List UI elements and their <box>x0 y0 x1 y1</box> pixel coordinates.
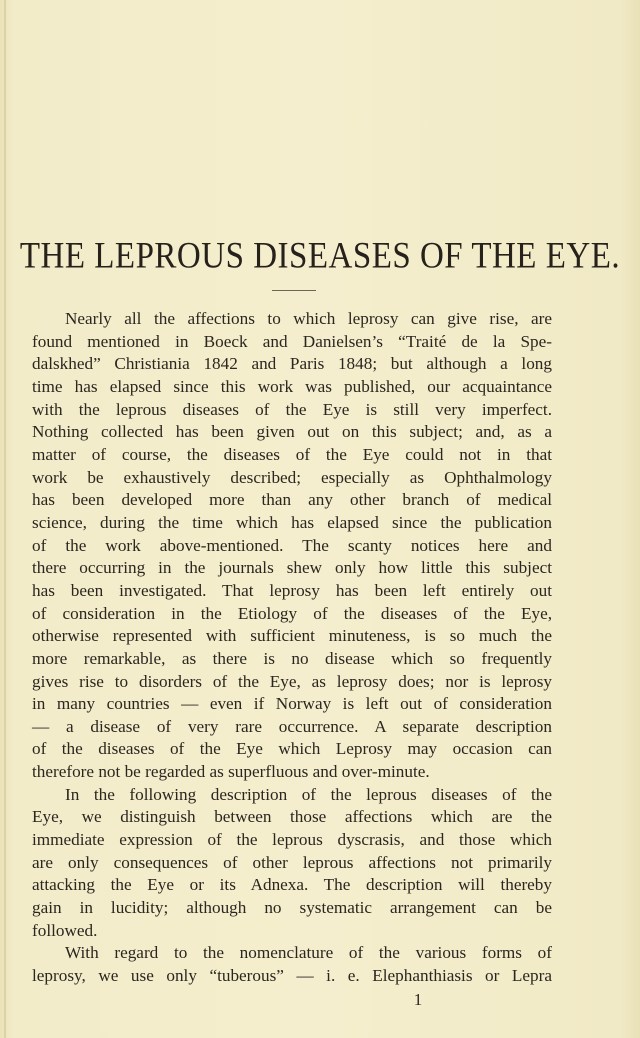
text-line: of the diseases of the Eye which Leprosy may occasion can <box>32 739 552 759</box>
text-line: there occurring in the journals shew only how little this subject <box>32 558 552 578</box>
text-line: Eye, we distinguish between those affections which are the <box>32 807 552 827</box>
text-line: time has elapsed since this work was published, our acquaintance <box>32 376 552 396</box>
text-line: followed. <box>32 920 98 940</box>
text-line: with the leprous diseases of the Eye is still very imperfect. <box>32 399 552 419</box>
text-line: in many countries — even if Norway is left out of consideration <box>32 694 552 714</box>
text-line: With regard to the nomenclature of the various forms of <box>65 943 552 963</box>
text-line: immediate expression of the leprous dyscrasis, and those which <box>32 830 552 850</box>
text-line: Nothing collected has been given out on this subject; and, as a <box>32 422 552 442</box>
chapter-title: THE LEPROUS DISEASES OF THE EYE. <box>19 236 621 277</box>
text-line: work be exhaustively described; especially as Ophthalmology <box>32 467 552 487</box>
text-line: — a disease of very rare occurrence. A separate description <box>32 716 552 736</box>
title-divider <box>272 290 316 291</box>
body-text <box>32 308 552 988</box>
text-line: In the following description of the leprous diseases of the <box>65 784 552 804</box>
text-line: more remarkable, as there is no disease which so frequently <box>32 648 552 668</box>
text-line: attacking the Eye or its Adnexa. The description will thereby <box>32 875 552 895</box>
text-line: gives rise to disorders of the Eye, as leprosy does; nor is leprosy <box>32 671 552 691</box>
page-number: 1 <box>413 990 423 1009</box>
text-line: dalskhed” Christiania 1842 and Paris 1848; but although a long <box>32 354 552 374</box>
text-line: of consideration in the Etiology of the diseases of the Eye, <box>32 603 552 623</box>
text-line: Nearly all the affections to which leprosy can give rise, are <box>65 309 552 328</box>
page-edge-shadow <box>4 0 6 1038</box>
text-line: otherwise represented with sufficient minuteness, is so much the <box>32 626 552 646</box>
text-line: of the work above-mentioned. The scanty notices here and <box>32 535 552 555</box>
text-line: science, during the time which has elapsed since the publication <box>32 512 552 532</box>
text-line: has been developed more than any other branch of medical <box>32 490 552 510</box>
text-line: are only consequences of other leprous affections not primarily <box>32 852 552 872</box>
text-line: matter of course, the diseases of the Eye could not in that <box>32 444 552 464</box>
text-line: leprosy, we use only “tuberous” — i. e. Elephanthiasis or Lepra <box>32 966 552 986</box>
text-line: found mentioned in Boeck and Danielsen’s “Traité de la Spe- <box>32 331 552 351</box>
text-line: therefore not be regarded as superfluous and over-minute. <box>32 762 430 782</box>
text-line: gain in lucidity; although no systematic arrangement can be <box>32 898 552 918</box>
text-line: has been investigated. That leprosy has been left entirely out <box>32 580 552 600</box>
